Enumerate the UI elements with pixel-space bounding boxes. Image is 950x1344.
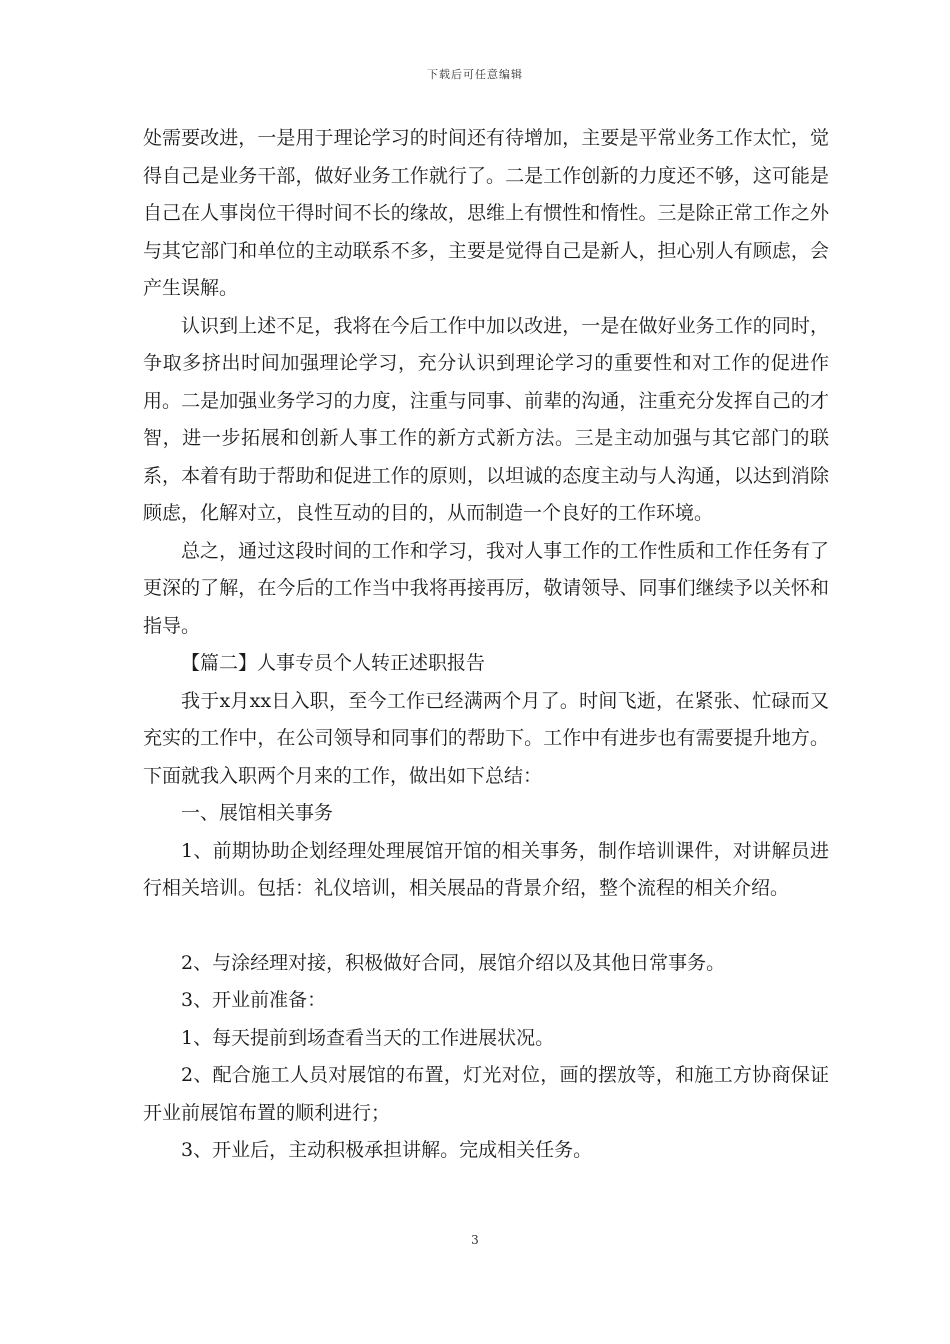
paragraph-conclusion: 总之，通过这段时间的工作和学习，我对人事工作的工作性质和工作任务有了更深的了解，在今后的工作当中我将再接再厉，敬请领导、同事们继续予以关怀和指导。 (143, 539, 829, 637)
sub-list-item-1: 1、每天提前到场查看当天的工作进展状况。 (181, 1026, 555, 1049)
list-item-3: 3、开业前准备： (181, 989, 327, 1011)
sub-list-item-2: 2、配合施工人员对展馆的布置，灯光对位，画的摆放等，和施工方协商保证开业前展馆布置的顺利进行； (143, 1064, 829, 1124)
subheading-exhibition-affairs: 一、展馆相关事务 (181, 802, 334, 824)
page-header: 下载后可任意编辑 (427, 68, 523, 81)
document-body (143, 120, 829, 1170)
sub-list-item-3: 3、开业后，主动积极承担讲解。完成相关任务。 (181, 1139, 593, 1161)
list-item-1: 1、前期协助企划经理处理展馆开馆的相关事务，制作培训课件，对讲解员进行相关培训。包括：礼仪培训，相关展品的背景介绍，整个流程的相关介绍。 (143, 839, 829, 899)
paragraph-improvements: 认识到上述不足，我将在今后工作中加以改进，一是在做好业务工作的同时，争取多挤出时间加强理论学习，充分认识到理论学习的重要性和对工作的促进作用。二是加强业务学习的力度，注重与同事、前辈的沟通，注重充分发挥自己的才智，进一步拓展和创新人事工作的新方式新方法。三是主动加强与其它部门的联系，本着有助于帮助和促进工作的原则，以坦诚的态度主动与人沟通，以达到消除顾虑，化解对立，良性互动的目的，从而制造一个良好的工作环境。 (143, 314, 829, 524)
section-heading-part-two: 【篇二】人事专员个人转正述职报告 (181, 652, 486, 674)
paragraph-intro: 我于x月xx日入职，至今工作已经满两个月了。时间飞逝，在紧张、忙碌而又充实的工作中，在公司领导和同事们的帮助下。工作中有进步也有需要提升地方。下面就我入职两个月来的工作，做出如下总结： (143, 689, 829, 787)
paragraph-continued-weaknesses: 处需要改进，一是用于理论学习的时间还有待增加，主要是平常业务工作太忙，觉得自己是业务干部，做好业务工作就行了。二是工作创新的力度还不够，这可能是自己在人事岗位干得时间不长的缘故，思维上有惯性和惰性。三是除正常工作之外与其它部门和单位的主动联系不多，主要是觉得自己是新人，担心别人有顾虑，会产生误解。 (143, 127, 829, 299)
page-number: 3 (471, 1233, 479, 1247)
list-item-2: 2、与涂经理对接，积极做好合同，展馆介绍以及其他日常事务。 (181, 951, 726, 974)
